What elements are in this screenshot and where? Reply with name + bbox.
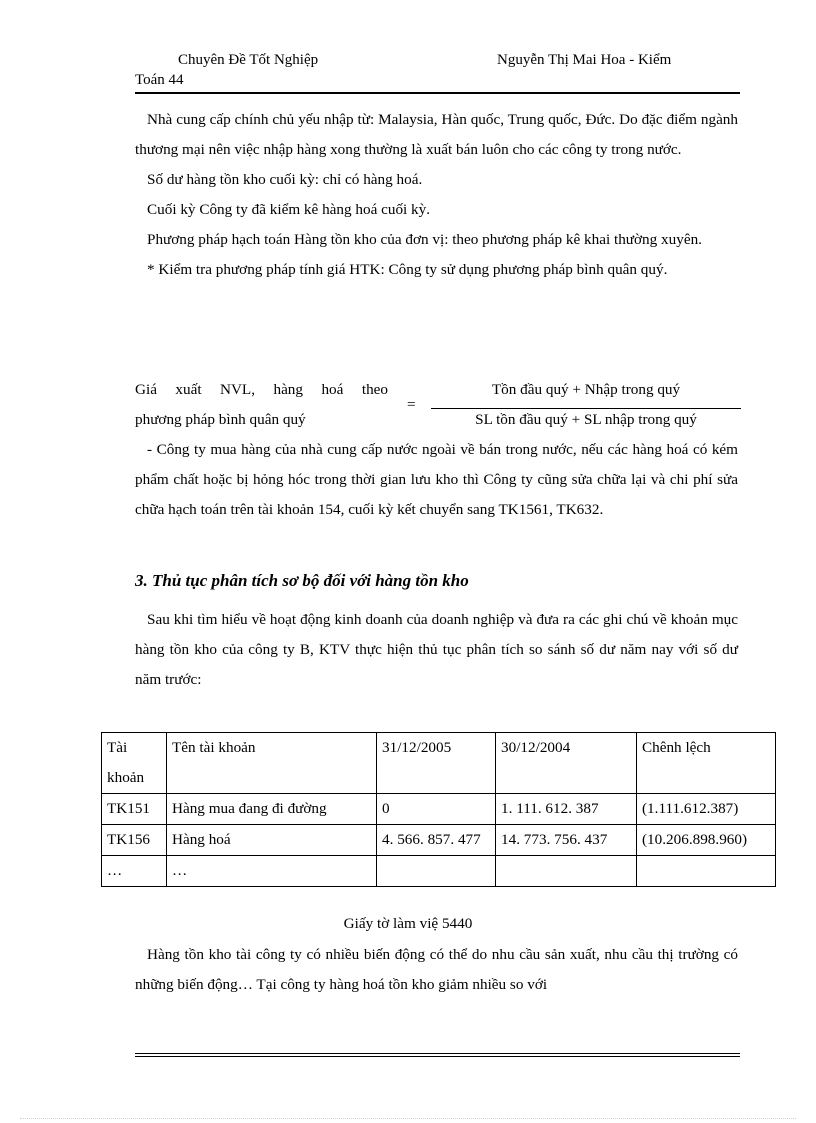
table-cell: (10.206.898.960) <box>637 825 776 856</box>
header-left-title: Chuyên Đề Tốt Nghiệp <box>178 52 319 68</box>
table-row <box>102 794 776 825</box>
paragraph-ending-balance: Số dư hàng tồn kho cuối kỳ: chỉ có hàng hoá. <box>147 171 423 188</box>
table-cell: 0 <box>377 794 496 825</box>
formula-lhs-line1: Giá xuất NVL, hàng hoá theo <box>135 381 388 398</box>
formula-equals: = <box>407 396 416 413</box>
footer-rule <box>135 1053 740 1054</box>
table-cell <box>637 856 776 887</box>
header-continuation: Toán 44 <box>135 72 184 88</box>
table-caption: Giấy tờ làm việ 5440 <box>343 915 473 932</box>
table-cell: Hàng mua đang đi đường <box>167 794 377 825</box>
table-cell: TK151 <box>102 794 167 825</box>
table-header-row <box>102 733 776 794</box>
balance-comparison-table <box>101 732 776 887</box>
page-edge-dotted-line <box>20 1118 796 1119</box>
table-cell: (1.111.612.387) <box>637 794 776 825</box>
table-row <box>102 825 776 856</box>
formula-numerator: Tồn đầu quý + Nhập trong quý <box>491 381 681 398</box>
table-cell: … <box>102 856 167 887</box>
header-cell-2004: 30/12/2004 <box>496 733 637 794</box>
header-cell-2005: 31/12/2005 <box>377 733 496 794</box>
section-heading: 3. Thủ tục phân tích sơ bộ đối với hàng tồn kho <box>135 571 469 590</box>
table-cell: 1. 111. 612. 387 <box>496 794 637 825</box>
intro-section <box>135 105 738 285</box>
footer-rule-second <box>135 1056 740 1057</box>
table-row <box>102 856 776 887</box>
formula-lhs <box>135 375 388 435</box>
table-cell: Hàng hoá <box>167 825 377 856</box>
paragraph-analysis-intro: Sau khi tìm hiểu về hoạt động kinh doanh của doanh nghiệp và đưa ra các ghi chú về khoản mục hàng tồn kho của công ty B, KTV thực hiện thủ tục phân tích so sánh số dư năm nay với số dư năm trước: <box>135 611 738 688</box>
header-author: Nguyễn Thị Mai Hoa - Kiểm <box>497 52 672 68</box>
table-cell <box>377 856 496 887</box>
table-cell: 14. 773. 756. 437 <box>496 825 637 856</box>
table-cell: 4. 566. 857. 477 <box>377 825 496 856</box>
header-cell-difference: Chênh lệch <box>637 733 776 794</box>
formula-lhs-line2: phương pháp bình quân quý <box>135 411 306 428</box>
paragraph-suppliers: Nhà cung cấp chính chủ yếu nhập từ: Malaysia, Hàn quốc, Trung quốc, Đức. Do đặc điểm ngành thương mại nên việc nhập hàng xong thường là xuất bán luôn cho các công ty trong nước. <box>135 111 738 158</box>
closing-section <box>135 940 738 1000</box>
table-cell: … <box>167 856 377 887</box>
paragraph-accounting-method: Phương pháp hạch toán Hàng tồn kho của đơn vị: theo phương pháp kê khai thường xuyên. <box>147 231 702 248</box>
formula-denominator: SL tồn đầu quý + SL nhập trong quý <box>475 411 697 428</box>
header-rule <box>135 92 740 94</box>
after-formula-section <box>135 435 738 525</box>
header-cell-account: Tài khoản <box>102 733 167 794</box>
table-cell <box>496 856 637 887</box>
paragraph-closing: Hàng tồn kho tài công ty có nhiều biến động có thể do nhu cầu sản xuất, nhu cầu thị trường có những biến động… Tại công ty hàng hoá tồn kho giảm nhiều so với <box>135 946 738 993</box>
analysis-intro-section <box>135 605 738 695</box>
paragraph-stocktake: Cuối kỳ Công ty đã kiểm kê hàng hoá cuối kỳ. <box>147 201 431 218</box>
paragraph-valuation-check: * Kiểm tra phương pháp tính giá HTK: Công ty sử dụng phương pháp bình quân quý. <box>147 261 668 278</box>
paragraph-repairs: - Công ty mua hàng của nhà cung cấp nước ngoài về bán trong nước, nếu các hàng hoá có kém phẩm chất hoặc bị hỏng hóc trong thời gian lưu kho thì Công ty cũng sửa chữa lại và chi phí sửa chữa hạch toán trên tài khoản 154, cuối kỳ kết chuyển sang TK1561, TK632. <box>135 441 738 518</box>
header-cell-account-name: Tên tài khoản <box>167 733 377 794</box>
table-cell: TK156 <box>102 825 167 856</box>
valuation-formula <box>135 375 741 435</box>
